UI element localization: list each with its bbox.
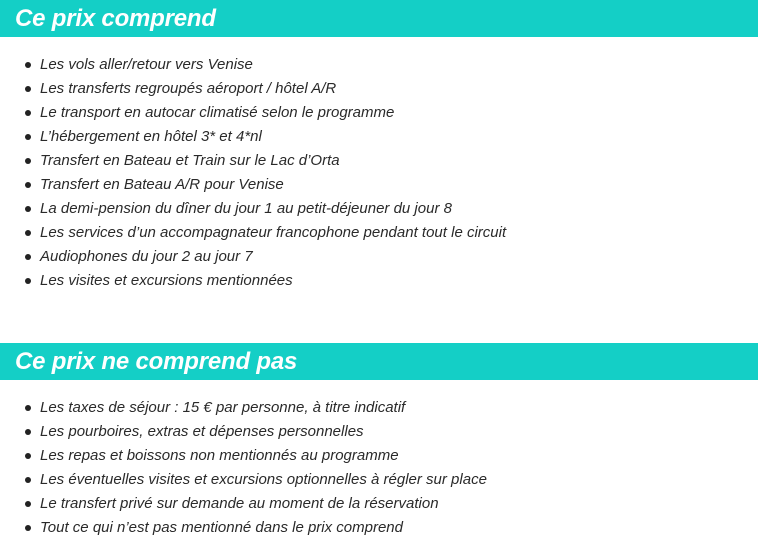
excluded-list [0,396,758,540]
list-item [0,444,758,468]
list-item [0,221,758,245]
list-item-text: Les repas et boissons non mentionnés au programme [40,447,399,464]
included-list [0,53,758,293]
bullet-icon [25,86,31,92]
list-item [0,173,758,197]
list-item-text: Les visites et excursions mentionnées [40,272,293,289]
list-item-text: Les éventuelles visites et excursions optionnelles à régler sur place [40,471,487,488]
list-item [0,125,758,149]
bullet-icon [25,405,31,411]
list-item-text: Les pourboires, extras et dépenses personnelles [40,423,364,440]
excluded-section-title: Ce prix ne comprend pas [0,343,758,380]
list-item-text: Tout ce qui n’est pas mentionné dans le prix comprend [40,519,403,536]
bullet-icon [25,254,31,260]
list-item-text: Le transport en autocar climatisé selon le programme [40,104,395,121]
list-item [0,245,758,269]
list-item-text: Les transferts regroupés aéroport / hôtel A/R [40,80,337,97]
list-item [0,516,758,540]
bullet-icon [25,453,31,459]
list-item-text: Transfert en Bateau A/R pour Venise [40,176,284,193]
bullet-icon [25,158,31,164]
bullet-icon [25,134,31,140]
list-item [0,53,758,77]
list-item [0,468,758,492]
list-item [0,101,758,125]
list-item-text: Le transfert privé sur demande au moment de la réservation [40,495,439,512]
list-item-text: L’hébergement en hôtel 3* et 4*nl [40,128,262,145]
bullet-icon [25,429,31,435]
list-item [0,197,758,221]
list-item [0,269,758,293]
bullet-icon [25,230,31,236]
bullet-icon [25,182,31,188]
list-item-text: Audiophones du jour 2 au jour 7 [40,248,253,265]
list-item [0,396,758,420]
list-item [0,420,758,444]
bullet-icon [25,501,31,507]
list-item-text: Les vols aller/retour vers Venise [40,56,253,73]
bullet-icon [25,278,31,284]
list-item-text: La demi-pension du dîner du jour 1 au petit-déjeuner du jour 8 [40,200,452,217]
list-item [0,149,758,173]
bullet-icon [25,525,31,531]
list-item-text: Les taxes de séjour : 15 € par personne, à titre indicatif [40,399,406,416]
bullet-icon [25,62,31,68]
list-item [0,77,758,101]
included-section-title: Ce prix comprend [0,0,758,37]
bullet-icon [25,110,31,116]
list-item-text: Transfert en Bateau et Train sur le Lac d’Orta [40,152,340,169]
list-item-text: Les services d’un accompagnateur francophone pendant tout le circuit [40,224,507,241]
bullet-icon [25,206,31,212]
bullet-icon [25,477,31,483]
list-item [0,492,758,516]
